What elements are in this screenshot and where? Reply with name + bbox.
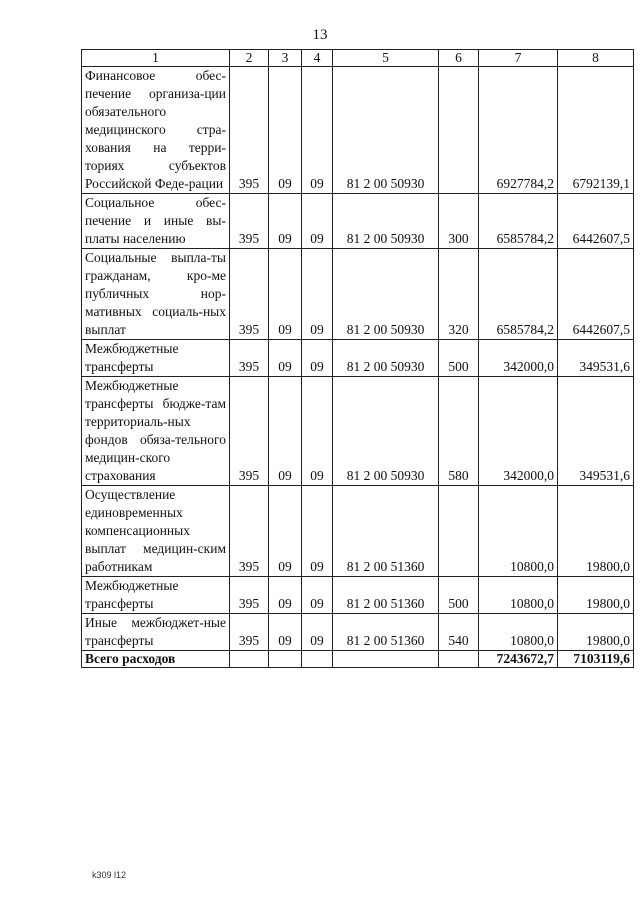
amount-col8: 349531,6 — [558, 377, 634, 486]
budget-table — [81, 49, 634, 668]
target-article-code: 81 2 00 50930 — [333, 377, 439, 486]
empty-cell — [302, 651, 333, 668]
ministry-code: 395 — [230, 249, 269, 340]
column-header: 7 — [479, 50, 558, 67]
amount-col8: 349531,6 — [558, 340, 634, 377]
subsection-code: 09 — [302, 614, 333, 651]
amount-col7: 10800,0 — [479, 486, 558, 577]
amount-col7: 10800,0 — [479, 577, 558, 614]
table-row — [82, 614, 634, 651]
document-code: k309 l12 — [92, 870, 127, 880]
column-header: 6 — [439, 50, 479, 67]
target-article-code: 81 2 00 51360 — [333, 614, 439, 651]
amount-col7: 10800,0 — [479, 614, 558, 651]
expense-type-code: 540 — [439, 614, 479, 651]
table-row — [82, 577, 634, 614]
ministry-code: 395 — [230, 340, 269, 377]
total-col7: 7243672,7 — [479, 651, 558, 668]
ministry-code: 395 — [230, 486, 269, 577]
total-row — [82, 651, 634, 668]
ministry-code: 395 — [230, 194, 269, 249]
expense-type-code: 300 — [439, 194, 479, 249]
expense-name: Межбюджетные трансферты бюдже-там территориаль-ных фондов обяза-тельного медицин-ского страхования — [82, 377, 230, 486]
column-header: 5 — [333, 50, 439, 67]
table-row — [82, 377, 634, 486]
ministry-code: 395 — [230, 614, 269, 651]
column-header: 4 — [302, 50, 333, 67]
ministry-code: 395 — [230, 377, 269, 486]
section-code: 09 — [269, 614, 302, 651]
amount-col7: 6585784,2 — [479, 249, 558, 340]
subsection-code: 09 — [302, 249, 333, 340]
ministry-code: 395 — [230, 67, 269, 194]
target-article-code: 81 2 00 50930 — [333, 249, 439, 340]
empty-cell — [333, 651, 439, 668]
empty-cell — [439, 651, 479, 668]
amount-col7: 6927784,2 — [479, 67, 558, 194]
subsection-code: 09 — [302, 377, 333, 486]
ministry-code: 395 — [230, 577, 269, 614]
section-code: 09 — [269, 249, 302, 340]
table-header-row — [82, 50, 634, 67]
column-header: 2 — [230, 50, 269, 67]
expense-name: Иные межбюджет-ные трансферты — [82, 614, 230, 651]
table-row — [82, 249, 634, 340]
subsection-code: 09 — [302, 340, 333, 377]
empty-cell — [230, 651, 269, 668]
section-code: 09 — [269, 194, 302, 249]
target-article-code: 81 2 00 50930 — [333, 67, 439, 194]
amount-col7: 6585784,2 — [479, 194, 558, 249]
target-article-code: 81 2 00 51360 — [333, 486, 439, 577]
expense-name: Социальное обес-печение и иные вы-платы населению — [82, 194, 230, 249]
total-col8: 7103119,6 — [558, 651, 634, 668]
expense-type-code: 580 — [439, 377, 479, 486]
table-row — [82, 340, 634, 377]
amount-col7: 342000,0 — [479, 377, 558, 486]
section-code: 09 — [269, 377, 302, 486]
expense-type-code — [439, 486, 479, 577]
expense-type-code: 500 — [439, 577, 479, 614]
amount-col8: 6442607,5 — [558, 194, 634, 249]
amount-col8: 6792139,1 — [558, 67, 634, 194]
amount-col7: 342000,0 — [479, 340, 558, 377]
expense-name: Межбюджетные трансферты — [82, 340, 230, 377]
target-article-code: 81 2 00 50930 — [333, 194, 439, 249]
expense-name: Социальные выпла-ты гражданам, кро-ме публичных нор-мативных социаль-ных выплат — [82, 249, 230, 340]
table-row — [82, 67, 634, 194]
section-code: 09 — [269, 486, 302, 577]
table-row — [82, 486, 634, 577]
expense-name: Осуществление единовременных компенсационных выплат медицин-ским работникам — [82, 486, 230, 577]
amount-col8: 19800,0 — [558, 614, 634, 651]
column-header: 3 — [269, 50, 302, 67]
expense-type-code — [439, 67, 479, 194]
empty-cell — [269, 651, 302, 668]
section-code: 09 — [269, 577, 302, 614]
expense-type-code: 320 — [439, 249, 479, 340]
expense-type-code: 500 — [439, 340, 479, 377]
expense-name: Финансовое обес-печение организа-ции обязательного медицинского стра-хования на терри-ториях субъектов Российской Феде-рации — [82, 67, 230, 194]
target-article-code: 81 2 00 51360 — [333, 577, 439, 614]
amount-col8: 19800,0 — [558, 486, 634, 577]
subsection-code: 09 — [302, 577, 333, 614]
subsection-code: 09 — [302, 194, 333, 249]
section-code: 09 — [269, 67, 302, 194]
table-row — [82, 194, 634, 249]
amount-col8: 19800,0 — [558, 577, 634, 614]
section-code: 09 — [269, 340, 302, 377]
total-label: Всего расходов — [82, 651, 230, 668]
target-article-code: 81 2 00 50930 — [333, 340, 439, 377]
subsection-code: 09 — [302, 67, 333, 194]
expense-name: Межбюджетные трансферты — [82, 577, 230, 614]
column-header: 1 — [82, 50, 230, 67]
column-header: 8 — [558, 50, 634, 67]
page-number: 13 — [312, 27, 328, 43]
amount-col8: 6442607,5 — [558, 249, 634, 340]
subsection-code: 09 — [302, 486, 333, 577]
